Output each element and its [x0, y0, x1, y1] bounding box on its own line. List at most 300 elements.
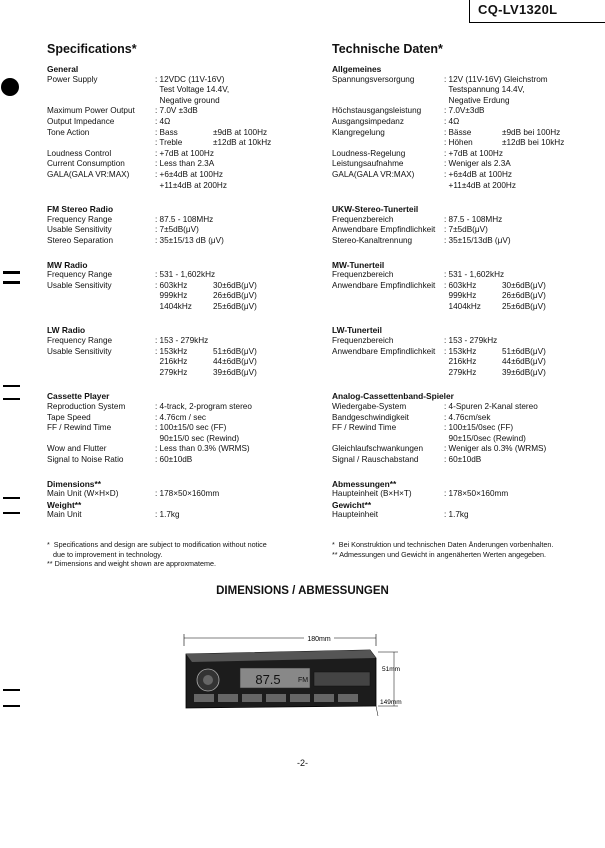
page-title: Specifications* [47, 42, 137, 56]
section-title: Weight** [47, 499, 82, 510]
spec-value [444, 106, 602, 117]
spec-label [332, 291, 444, 302]
spec-value [155, 215, 317, 226]
footnote: * Specifications and design are subject to modification without notice [47, 540, 267, 549]
spec-value-text: 216kHz [155, 357, 188, 367]
spec-section [332, 260, 602, 313]
section-title: UKW-Stereo-Tunerteil [332, 204, 419, 215]
spec-label: Tone Action [47, 127, 90, 137]
spec-section [332, 325, 602, 378]
spec-value [444, 302, 602, 313]
section-title: General [47, 64, 79, 74]
spec-value [155, 181, 317, 192]
section-title: LW Radio [47, 325, 86, 336]
spec-row [47, 128, 317, 139]
spec-label [332, 138, 444, 149]
spec-row [47, 117, 317, 128]
spec-value [444, 170, 602, 181]
spec-value-text: : 531 - 1,602kHz [155, 270, 216, 280]
spec-row [332, 302, 602, 313]
spec-label: Frequenzbereich [332, 214, 394, 224]
spec-row [47, 159, 317, 170]
spec-row [332, 225, 602, 236]
spec-value [155, 281, 317, 292]
spec-value-text: : Less than 2.3A [155, 159, 215, 169]
spec-row [332, 444, 602, 455]
spec-value-text: : 153kHz [444, 346, 477, 356]
spec-value [444, 368, 602, 379]
preset-buttons [194, 694, 358, 702]
spec-value-text: +11±4dB at 200Hz [444, 180, 516, 190]
spec-row [47, 181, 317, 192]
spec-value-secondary: 44±6dB(μV) [213, 357, 257, 367]
spec-label [332, 302, 444, 313]
spec-section [332, 500, 602, 521]
spec-row [47, 85, 317, 96]
spec-value [444, 357, 602, 368]
spec-section [47, 500, 317, 521]
spec-value [155, 302, 317, 313]
spec-value [444, 510, 602, 521]
specifications-english [47, 42, 317, 534]
spec-row [47, 423, 317, 434]
spec-value [155, 489, 317, 500]
spec-value-secondary: 51±6dB(μV) [213, 346, 257, 356]
spec-value [155, 368, 317, 379]
spec-value-text: Testspannung 14.4V, [444, 85, 525, 95]
spec-value-text: : 87.5 - 108MHz [155, 214, 214, 224]
section-title: FM Stereo Radio [47, 204, 114, 215]
spec-value-text: 1404kHz [444, 301, 481, 311]
section-title: LW-Tunerteil [332, 325, 382, 336]
spec-row [332, 138, 602, 149]
spec-row [47, 444, 317, 455]
spec-value [444, 138, 602, 149]
spec-value-text: 90±15/0sec (Rewind) [444, 433, 526, 443]
spec-row [332, 181, 602, 192]
spec-label: Anwendbare Empfindlichkeit [332, 225, 436, 235]
spec-row [47, 281, 317, 292]
spec-value-text: 279kHz [155, 367, 188, 377]
spec-value [155, 85, 317, 96]
cassette-slot [314, 672, 370, 686]
spec-value [444, 434, 602, 445]
spec-label: Haupteinheit [332, 510, 378, 520]
spec-value [155, 402, 317, 413]
spec-value [155, 270, 317, 281]
spec-label: Frequency Range [47, 336, 113, 346]
spec-value [444, 149, 602, 160]
spec-value [155, 455, 317, 466]
spec-label: Signal / Rauschabstand [332, 455, 419, 464]
spec-value-text: : 1.7kg [444, 510, 469, 520]
spec-label: Wow and Flutter [47, 444, 107, 454]
footnote: * Bei Konstruktion und technischen Daten Änderungen vorbenhalten. [332, 540, 554, 549]
spec-label: Signal to Noise Ratio [47, 455, 124, 464]
spec-value [444, 489, 602, 500]
spec-value-text: 216kHz [444, 357, 477, 367]
spec-value-secondary: 30±6dB(μV) [213, 280, 257, 290]
spec-value-text: : 12V (11V-16V) Gleichstrom [444, 74, 548, 84]
spec-value-text: : 7±5dB(μV) [155, 225, 199, 235]
section-title: Abmessungen** [332, 478, 397, 489]
spec-label: Frequenzbereich [332, 270, 394, 280]
spec-value-text: : +6±4dB at 100Hz [155, 169, 223, 179]
spec-value-secondary: 26±6dB(μV) [213, 291, 257, 301]
spec-value [444, 455, 602, 466]
spec-section [47, 64, 317, 191]
depth-dimension-line [376, 706, 378, 716]
spec-value-text: : 153 - 279kHz [155, 336, 209, 346]
spec-value [444, 347, 602, 358]
spec-row [332, 170, 602, 181]
spec-label: Stereo Separation [47, 235, 113, 245]
spec-label: Bandgeschwindigkeit [332, 412, 409, 422]
spec-value [155, 423, 317, 434]
width-label: 180mm [307, 636, 331, 643]
spec-value [444, 117, 602, 128]
spec-label: Anwendbare Empfindlichkeit [332, 346, 436, 356]
spec-row [332, 434, 602, 445]
spec-row [332, 336, 602, 347]
spec-value-text: : 35±15/13 dB (μV) [155, 235, 224, 245]
spec-label: Klangregelung [332, 127, 385, 137]
spec-value [155, 117, 317, 128]
display-band: FM [298, 677, 309, 684]
spec-value [444, 225, 602, 236]
spec-row [332, 402, 602, 413]
spec-value [444, 423, 602, 434]
spec-value [444, 85, 602, 96]
margin-mark [3, 497, 20, 499]
page-title-german: Technische Daten* [332, 42, 443, 56]
spec-value-text: : Höhen [444, 138, 473, 148]
spec-value [155, 357, 317, 368]
spec-sections [47, 64, 317, 521]
spec-label [332, 368, 444, 379]
footnote: due to improvement in technology. [47, 549, 163, 559]
spec-label: Reproduction System [47, 402, 126, 412]
spec-row [47, 510, 317, 521]
spec-row [332, 96, 602, 107]
spec-value-text: : 60±10dB [444, 455, 482, 464]
spec-row [332, 489, 602, 500]
dimensions-heading: DIMENSIONS / ABMESSUNGEN [216, 585, 389, 597]
spec-label: Tape Speed [47, 412, 91, 422]
spec-label: Output Impedance [47, 116, 115, 126]
spec-row [47, 455, 317, 466]
spec-value [444, 402, 602, 413]
spec-label: Maximum Power Output [47, 106, 135, 116]
header-rule [469, 0, 470, 22]
spec-label: Spannungsversorgung [332, 74, 415, 84]
margin-mark [3, 512, 20, 514]
spec-label [47, 138, 155, 149]
spec-value-text: : 4-Spuren 2-Kanal stereo [444, 402, 538, 412]
section-title: Gewicht** [332, 499, 372, 510]
spec-value [155, 510, 317, 521]
specifications-german [332, 42, 602, 534]
spec-value-secondary: 25±6dB(μV) [502, 301, 546, 311]
spec-row [332, 510, 602, 521]
margin-mark [3, 385, 20, 387]
spec-value-text: : 4-track, 2-program stereo [155, 402, 252, 412]
section-title: MW Radio [47, 259, 88, 270]
spec-value [155, 159, 317, 170]
depth-label: 149mm [380, 699, 402, 706]
spec-row [332, 85, 602, 96]
spec-label: GALA(GALA VR:MAX) [332, 169, 415, 179]
spec-label: Usable Sensitivity [47, 280, 112, 290]
page-number: -2- [297, 758, 308, 768]
spec-value-text: : 603kHz [444, 280, 477, 290]
spec-value [155, 444, 317, 455]
spec-value-text: 999kHz [155, 291, 188, 301]
spec-value-text: 999kHz [444, 291, 477, 301]
dimensions-drawing [180, 628, 410, 718]
spec-label [47, 85, 155, 96]
spec-value-secondary: 44±6dB(μV) [502, 357, 546, 367]
section-title: Analog-Cassettenband-Spieler [332, 391, 454, 402]
spec-label [332, 357, 444, 368]
spec-label: Anwendbare Empfindlichkeit [332, 280, 436, 290]
hole-punch-mark [1, 78, 19, 96]
spec-value-text: 1404kHz [155, 301, 192, 311]
spec-label: Stereo-Kanaltrennung [332, 235, 413, 245]
spec-label: Gleichlaufschwankungen [332, 444, 424, 454]
spec-value-secondary: 30±6dB(μV) [502, 280, 546, 290]
spec-label: FF / Rewind Time [332, 423, 397, 433]
spec-label [47, 96, 155, 107]
section-title: MW-Tunerteil [332, 259, 385, 270]
spec-value [444, 413, 602, 424]
spec-label: Frequency Range [47, 214, 113, 224]
spec-value-secondary: ±9dB at 100Hz [213, 127, 268, 137]
spec-section [332, 391, 602, 465]
spec-value [444, 281, 602, 292]
spec-row [332, 106, 602, 117]
spec-value-text: : 4.76cm / sec [155, 412, 206, 422]
footnote: ** Admessungen und Gewicht in angenäherten Werten angegeben. [332, 549, 547, 559]
spec-value-text: : Weniger als 0.3% (WRMS) [444, 444, 547, 454]
spec-value-secondary: ±9dB bei 100Hz [502, 127, 561, 137]
spec-value-text: 279kHz [444, 367, 477, 377]
spec-section [332, 204, 602, 246]
spec-value-text: : 7±5dB(μV) [444, 225, 488, 235]
spec-row [332, 149, 602, 160]
spec-value [155, 236, 317, 247]
spec-value-secondary: 25±6dB(μV) [213, 301, 257, 311]
spec-value [155, 347, 317, 358]
spec-value-text: : Bass [155, 127, 178, 137]
spec-value [444, 215, 602, 226]
spec-value [444, 236, 602, 247]
spec-label: GALA(GALA VR:MAX) [47, 169, 130, 179]
spec-label [47, 434, 155, 445]
spec-label: Leistungsaufnahme [332, 159, 404, 169]
margin-mark [3, 689, 20, 691]
spec-label [47, 291, 155, 302]
spec-value-text: : 1.7kg [155, 510, 180, 520]
spec-row [332, 159, 602, 170]
spec-value [155, 75, 317, 86]
spec-value [444, 159, 602, 170]
spec-label: Current Consumption [47, 159, 125, 169]
spec-row [47, 138, 317, 149]
spec-value-text: : Bässe [444, 127, 472, 137]
spec-label: FF / Rewind Time [47, 423, 112, 433]
spec-value [444, 444, 602, 455]
spec-sections [332, 64, 602, 521]
spec-value [444, 128, 602, 139]
spec-label: Usable Sensitivity [47, 346, 112, 356]
spec-value [155, 149, 317, 160]
spec-value-secondary: 39±6dB(μV) [213, 367, 257, 377]
spec-value-text: : Weniger als 2.3A [444, 159, 511, 169]
margin-mark [3, 271, 20, 274]
spec-section [47, 325, 317, 378]
spec-section [47, 204, 317, 246]
spec-row [47, 336, 317, 347]
spec-value-text: 90±15/0 sec (Rewind) [155, 433, 240, 443]
spec-label: Ausgangsimpedanz [332, 116, 404, 126]
height-label: 51mm [382, 666, 401, 673]
spec-row [332, 455, 602, 466]
spec-value-text: : 4Ω [155, 116, 171, 126]
spec-label: Main Unit [47, 510, 82, 520]
spec-row [332, 236, 602, 247]
spec-label: Frequency Range [47, 270, 113, 280]
spec-label: Loudness Control [47, 148, 112, 158]
spec-value-secondary: ±12dB bei 10kHz [502, 138, 565, 148]
spec-value [155, 138, 317, 149]
spec-row [47, 236, 317, 247]
spec-value-text: : 603kHz [155, 280, 188, 290]
spec-section [47, 260, 317, 313]
spec-row [332, 270, 602, 281]
spec-row [47, 96, 317, 107]
margin-mark [3, 398, 20, 400]
model-number: CQ-LV1320L [478, 2, 558, 17]
spec-value [444, 181, 602, 192]
spec-value-text: : 7.0V ±3dB [155, 106, 198, 116]
spec-section [47, 479, 317, 500]
spec-row [47, 413, 317, 424]
spec-row [332, 215, 602, 226]
spec-value [155, 225, 317, 236]
spec-row [332, 281, 602, 292]
spec-value-text: : Less than 0.3% (WRMS) [155, 444, 250, 454]
spec-value-text: : 100±15/0sec (FF) [444, 423, 514, 433]
spec-row [47, 215, 317, 226]
spec-value-secondary: 39±6dB(μV) [502, 367, 546, 377]
spec-row [47, 489, 317, 500]
spec-row [47, 170, 317, 181]
spec-value [155, 128, 317, 139]
spec-value-text: +11±4dB at 200Hz [155, 180, 227, 190]
spec-label: Haupteinheit (B×H×T) [332, 489, 412, 499]
spec-value-text: : 531 - 1,602kHz [444, 270, 505, 280]
spec-value-text: : 178×50×160mm [155, 489, 220, 499]
spec-label: Loudness-Regelung [332, 148, 406, 158]
spec-value-secondary: 51±6dB(μV) [502, 346, 546, 356]
spec-value [155, 291, 317, 302]
display-frequency: 87.5 [255, 672, 281, 687]
spec-value-text: : 7.0V±3dB [444, 106, 485, 116]
spec-label [47, 357, 155, 368]
spec-value-text: : 153 - 279kHz [444, 336, 498, 346]
spec-label: Frequenzbereich [332, 336, 394, 346]
spec-value [444, 96, 602, 107]
spec-section [47, 391, 317, 465]
spec-value-secondary: 26±6dB(μV) [502, 291, 546, 301]
spec-label: Usable Sensitivity [47, 225, 112, 235]
footnotes-german [332, 540, 602, 559]
spec-label [332, 434, 444, 445]
spec-value-text: Negative Erdung [444, 95, 510, 105]
spec-value-text: : 87.5 - 108MHz [444, 214, 503, 224]
spec-row [47, 291, 317, 302]
section-title: Cassette Player [47, 391, 110, 402]
spec-value-text: Negative ground [155, 95, 220, 105]
spec-value-text: : 100±15/0 sec (FF) [155, 423, 227, 433]
section-title: Allgemeines [332, 64, 382, 74]
section-title: Dimensions** [47, 478, 101, 489]
spec-value-text: : 60±10dB [155, 455, 193, 464]
spec-value-text: : Treble [155, 138, 183, 148]
spec-value-text: Test Voltage 14.4V, [155, 85, 230, 95]
spec-value-text: : +7dB at 100Hz [155, 148, 214, 158]
spec-label: Höchstausgangsleistung [332, 106, 422, 116]
spec-row [47, 347, 317, 358]
spec-label [332, 96, 444, 107]
spec-value [155, 434, 317, 445]
spec-value-text: : 12VDC (11V-16V) [155, 74, 225, 84]
spec-label [47, 368, 155, 379]
spec-row [47, 270, 317, 281]
spec-row [47, 302, 317, 313]
spec-section [332, 64, 602, 191]
spec-value [444, 336, 602, 347]
spec-value [444, 270, 602, 281]
spec-label: Power Supply [47, 74, 98, 84]
spec-row [332, 413, 602, 424]
spec-row [47, 106, 317, 117]
spec-row [332, 291, 602, 302]
margin-mark [3, 281, 20, 284]
spec-value [155, 413, 317, 424]
footnote: ** Dimensions and weight shown are approxmateme. [47, 559, 216, 569]
spec-row [332, 128, 602, 139]
spec-row [47, 368, 317, 379]
spec-label [47, 302, 155, 313]
spec-value-text: : 178×50×160mm [444, 489, 509, 499]
footnotes-english [47, 540, 317, 569]
spec-row [47, 434, 317, 445]
spec-row [47, 402, 317, 413]
spec-value [444, 291, 602, 302]
spec-label [47, 181, 155, 192]
spec-value-text: : 4.76cm/sek [444, 412, 491, 422]
spec-row [332, 423, 602, 434]
spec-value-text: : 4Ω [444, 116, 460, 126]
spec-row [332, 75, 602, 86]
spec-row [47, 149, 317, 160]
spec-row [47, 75, 317, 86]
spec-label: Main Unit (W×H×D) [47, 489, 119, 499]
spec-label [332, 85, 444, 96]
spec-row [47, 225, 317, 236]
